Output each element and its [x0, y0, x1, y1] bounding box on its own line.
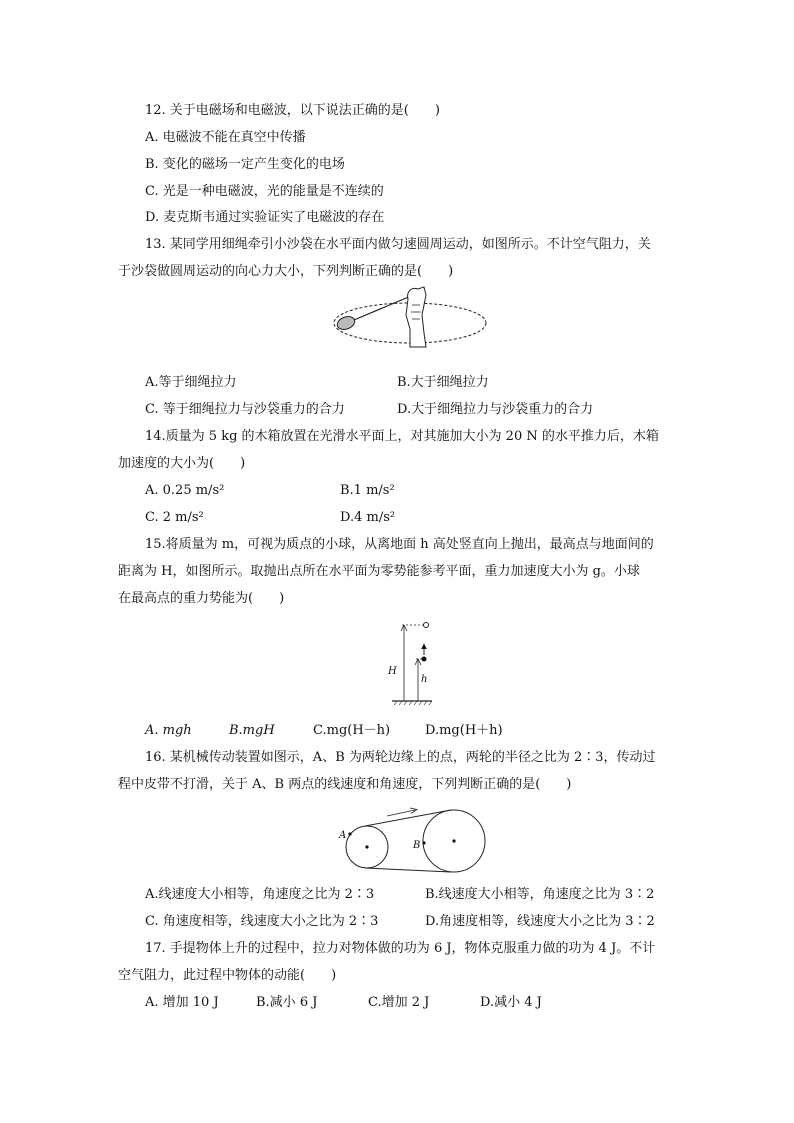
- q16-stem-line1: 16. 某机械传动装置如图示，A、B 为两轮边缘上的点，两轮的半径之比为 2∶3，传动过: [145, 750, 656, 765]
- q13-option-a: A.等于细绳拉力: [145, 375, 237, 390]
- q16-stem-line2: 程中皮带不打滑，关于 A、B 两点的线速度和角速度，下列判断正确的是( ): [118, 777, 572, 792]
- q15-option-a: A. mgh: [145, 723, 192, 738]
- q15-option-d: D.mg(H＋h): [425, 723, 503, 738]
- q15-option-c: C.mg(H－h): [313, 723, 391, 738]
- q16-option-a: A.线速度大小相等，角速度之比为 2∶3: [145, 887, 375, 902]
- q15-option-b: B.mgH: [229, 723, 275, 738]
- q15-label-h: h: [421, 674, 428, 685]
- q16-option-b: B.线速度大小相等，角速度之比为 3∶2: [425, 887, 655, 902]
- q12-option-b: B. 变化的磁场一定产生变化的电场: [145, 157, 345, 172]
- q14-option-d: D.4 m/s²: [340, 510, 396, 525]
- q13-stem-line1: 13. 某同学用细绳牵引小沙袋在水平面内做匀速圆周运动，如图所示。不计空气阻力，关: [145, 237, 651, 252]
- q14-option-b: B.1 m/s²: [340, 483, 395, 498]
- q14-stem-line1: 14.质量为 5 kg 的木箱放置在光滑水平面上，对其施加大小为 20 N 的水平推力后，木箱: [145, 429, 659, 444]
- q13-option-c: C. 等于细绳拉力与沙袋重力的合力: [145, 402, 345, 417]
- q17-option-b: B.减小 6 J: [256, 995, 318, 1010]
- q12-option-d: D. 麦克斯韦通过实验证实了电磁波的存在: [145, 210, 385, 225]
- q16-label-A: A: [339, 830, 347, 841]
- q13-sandbag-figure: [330, 285, 490, 355]
- q15-label-H: H: [388, 666, 397, 677]
- q17-option-d: D.减小 4 J: [480, 995, 542, 1010]
- q16-option-d: D.角速度相等，线速度大小之比为 3∶2: [425, 914, 655, 929]
- q16-option-c: C. 角速度相等，线速度大小之比为 2∶3: [145, 914, 379, 929]
- q12-stem: 12. 关于电磁场和电磁波，以下说法正确的是( ): [145, 103, 440, 118]
- q14-option-a: A. 0.25 m/s²: [145, 483, 225, 498]
- q13-option-d: D.大于细绳拉力与沙袋重力的合力: [397, 402, 594, 417]
- q13-option-b: B.大于细绳拉力: [397, 375, 489, 390]
- q15-height-figure: [380, 617, 440, 712]
- q12-option-c: C. 光是一种电磁波，光的能量是不连续的: [145, 184, 384, 199]
- q15-stem-line2: 距离为 H，如图所示。取抛出点所在水平面为零势能参考平面，重力加速度大小为 g。小球: [118, 564, 640, 579]
- q17-stem-line1: 17. 手提物体上升的过程中，拉力对物体做的功为 6 J，物体克服重力做的功为 4 J。不计: [145, 941, 656, 956]
- q17-option-c: C.增加 2 J: [368, 995, 430, 1010]
- q12-option-a: A. 电磁波不能在真空中传播: [145, 130, 306, 145]
- q15-stem-line3: 在最高点的重力势能为( ): [118, 591, 285, 606]
- q14-option-c: C. 2 m/s²: [145, 510, 204, 525]
- q17-stem-line2: 空气阻力，此过程中物体的动能( ): [118, 968, 337, 983]
- q15-stem-line1: 15.将质量为 m，可视为质点的小球，从离地面 h 高处竖直向上抛出，最高点与地面间的: [145, 537, 654, 552]
- q16-belt-drive-figure: [335, 800, 495, 880]
- q14-stem-line2: 加速度的大小为( ): [118, 456, 246, 471]
- q17-option-a: A. 增加 10 J: [145, 995, 219, 1010]
- q16-label-B: B: [413, 840, 421, 851]
- q13-stem-line2: 于沙袋做圆周运动的向心力大小，下列判断正确的是( ): [118, 264, 454, 279]
